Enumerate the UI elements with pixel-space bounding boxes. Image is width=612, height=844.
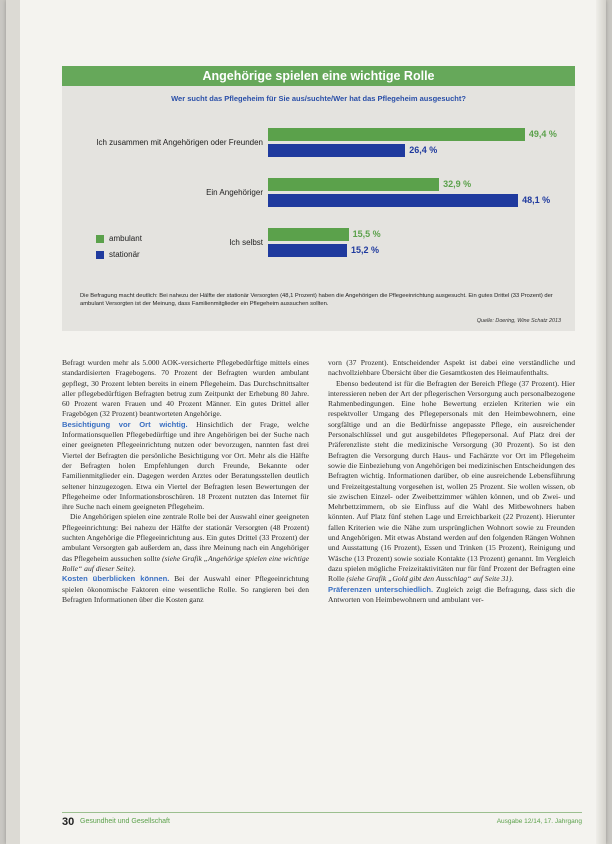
infographic-source: Quelle: Doering, Wine Schatz 2013 [476, 318, 561, 324]
footer-magazine-title: Gesundheit und Gesellschaft [80, 818, 170, 825]
bar-stationär-0 [268, 144, 405, 157]
bar-stationär-1 [268, 194, 518, 207]
category-label: Ich selbst [229, 238, 263, 247]
binding-shadow [6, 0, 20, 844]
figure-reference: (siehe Grafik „Gold gibt den Ausschlag“ auf Seite 31). [346, 574, 514, 584]
category-label: Ich zusammen mit Angehörigen oder Freunden [96, 138, 263, 147]
paragraph-text: vorn (37 Prozent). Entscheidender Aspekt ist dabei eine verständliche und nachvollziehbare Übersicht über die Gesamtkosten des Heimaufenthalts. [328, 358, 575, 378]
paragraph-text: Ebenso bedeutend ist für die Befragten der Bereich Pflege (37 Prozent). Hier interessieren neben der Art der pflegerischen Versorgung auch personalbezogene Rahmenbedingungen. Eine hohe Bewertung erzielen Kriterien wie ein respektvoller Umgang des Pflegepersonals mit den Heimbewohnern, eine sorgfältige und an die Bedürfnisse angepasste Pflege, ein ausreichender Personalschlüssel und gut ausgebildetes Pflegepersonal. Auf Platz drei der Präferenzliste steht die medizinische Versorgung (30 Prozent). So ist den Befragten die Versorgung durch Haus- und Fachärzte vor Ort im Pflegeheim sowie die Einbeziehung von Angehörigen bei medizinischen Entscheidungen des Befragten wichtig. Informationen darüber, ob eine ausreichende Lebensführung und Freizeitgestaltung vorgesehen ist, wollen 25 Prozent. Sie wollen wissen, ob sie zwischen Einzel- oder Zweibettzimmer wählen können, und ob Zwei- und Mehrbettzimmern, ob sie Einfluss auf die Wahl des Mitbewohners haben könnten. Auf Platz fünf stehen Lage und Erreichbarkeit (22 Prozent). Hierunter fallen Kriterien wie die Nähe zum ursprünglichen Wohnort sowie zu Freunden und Angehörigen. Mit etwas Abstand werden auf den folgenden Rängen Wohnen und Ausstattung (16 Prozent), Essen und Trinken (15 Prozent), Reinigung und Wäsche (13 Prozent) sowie soziale Kontakte (13 Prozent) genannt. Im Vergleich dazu spielen mögliche Freizeitaktivitäten nur für fünf Prozent der Befragten eine Rolle [328, 378, 575, 584]
article-paragraph [62, 420, 309, 513]
data-label-ambulant-1: 32,9 % [443, 179, 472, 189]
article-column-left [62, 358, 309, 605]
data-label-stationär-1: 48,1 % [522, 195, 551, 205]
category-label: Ein Angehöriger [206, 188, 263, 197]
infographic-subtitle: Wer sucht das Pflegeheim für Sie aus/suchte/Wer hat das Pflegeheim ausgesucht? [171, 94, 466, 103]
legend-swatch-stationar [96, 251, 104, 259]
bar-ambulant-1 [268, 178, 439, 191]
paragraph-heading: Besichtigung vor Ort wichtig. [62, 419, 188, 429]
data-label-stationär-2: 15,2 % [351, 245, 380, 255]
article-paragraph [62, 574, 309, 605]
article-paragraph [328, 585, 575, 606]
data-label-ambulant-2: 15,5 % [352, 229, 381, 239]
paragraph-heading: Präferenzen unterschiedlich. [328, 584, 434, 594]
data-label-stationär-0: 26,4 % [409, 145, 438, 155]
page-fold-shadow [596, 0, 606, 844]
page-number: 30 [62, 816, 75, 828]
bar-stationär-2 [268, 244, 347, 257]
legend-label-stationar: stationär [109, 250, 140, 259]
footer-issue: Ausgabe 12/14, 17. Jahrgang [496, 818, 582, 825]
article-column-right [328, 358, 575, 605]
legend-label-ambulant: ambulant [109, 234, 142, 243]
article-paragraph [328, 358, 575, 379]
paragraph-text: Hinsichtlich der Frage, welche Informationsquellen Pflegebedürftige und ihre Angehörigen bei der Suche nach einer geeigneten Pflegeeinrichtung nutzen oder bevorzugen, nannten fast drei Viertel der Befragten die persönliche Besichtigung vor Ort. Mehr als die Hälfte der Befragten holen Empfehlungen durch Freunde, Bekannte oder Familienmitglieder ein. Dagegen werden Arztes oder Beratungsstellen deutlich seltener hinzugezogen. Etwa ein Viertel der Befragten lesen Bewertungen der Pflegeheime oder Informationsbroschüren. 18 Prozent nutzten das Internet für ihre Suche nach einem geeigneten Pflegeheim. [62, 419, 309, 512]
legend-swatch-ambulant [96, 235, 104, 243]
article-paragraph [328, 379, 575, 585]
legend-ambulant [96, 234, 142, 243]
footer-rule [62, 812, 582, 813]
legend-stationar [96, 250, 140, 259]
paragraph-text: Zugleich zeigt die Befragung, dass sich die Antworten von Heimbewohnern und ambulant ver- [328, 584, 575, 604]
paragraph-text: Die Angehörigen spielen eine zentrale Rolle bei der Auswahl einer geeigneten Pflegeeinrichtung: Bei nahezu der Hälfte der stationär Versorgten (48 Prozent) suchten Angehörige die Pflegeeinrichtung aus. Ein gutes Drittel (33 Prozent) der ambulant Versorgten gab außerdem an, dass ihre Meinung nach ein Angehöriger das Pflegeheim aussuchen sollte [62, 512, 309, 563]
article-paragraph [62, 512, 309, 574]
bar-ambulant-0 [268, 128, 525, 141]
figure-reference: (siehe Grafik „Angehörige spielen eine wichtige Rolle“ auf dieser Seite). [62, 553, 309, 573]
article-paragraph [62, 358, 309, 420]
infographic-box [62, 66, 575, 331]
paragraph-text: Bei der Auswahl einer Pflegeeinrichtung spielen ökonomische Faktoren eine wesentliche Rolle. So rangieren bei den Befragten Informationen über die Kosten ganz [62, 574, 309, 604]
bar-ambulant-2 [268, 228, 349, 241]
infographic-title: Angehörige spielen eine wichtige Rolle [62, 66, 575, 86]
data-label-ambulant-0: 49,4 % [528, 129, 557, 139]
paragraph-text: Befragt wurden mehr als 5.000 AOK-versicherte Pflegebedürftige mittels eines standardisierten Fragebogens. 70 Prozent der Befragten wurden ambulant gepflegt, 30 Prozent lebten bereits in einem Pflegeheim. Das Durchschnittsalter aller pflegebedürftigen Befragten betrug zum Zeitpunkt der Erhebung 80 Jahre. 60 Prozent waren Frauen und 40 Prozent Männer. Ein gutes Drittel aller Fragebögen (32 Prozent) beantworteten Angehörige. [62, 358, 309, 419]
infographic-footnote: Die Befragung macht deutlich: Bei nahezu der Hälfte der stationär Versorgten (48,1 Prozent) haben die Angehörigen die Pflegeeinrichtung ausgesucht. Ein gutes Drittel (33 Prozent) der ambulant Versorgten ist der Meinung, dass Familienmitglieder ein Pflegeheim aussuchen sollten. [80, 293, 553, 307]
paragraph-heading: Kosten überblicken können. [62, 574, 170, 584]
